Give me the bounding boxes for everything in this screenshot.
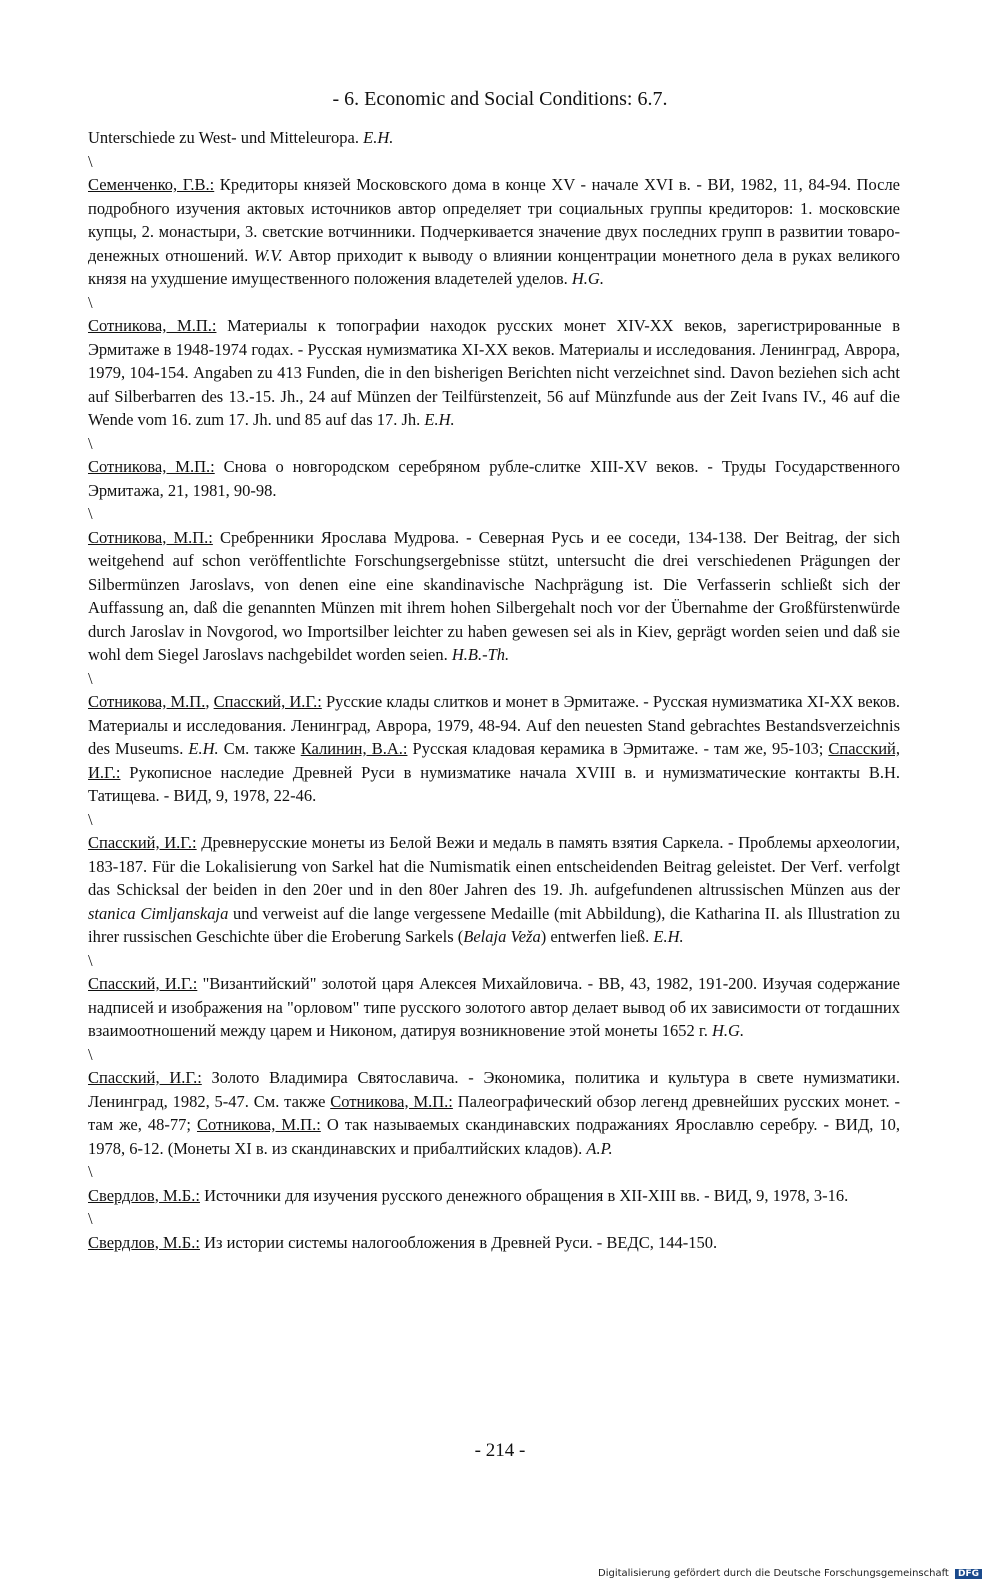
entry-separator: \ — [88, 433, 93, 453]
entry-separator: \ — [88, 292, 93, 312]
entry-text: Материалы к топографии находок русских монет XIV-XX веков, зарегистрированные в Эрмитаже в 1948-1974 годах. - Русская нумизматика XI-XX веков. Материалы и исследования. Ленинград, Аврора, 1979, 104-154. Angaben zu 413 Funden, die in den bisherigen Berichten nicht verzeichnet sind. Davon beziehen sich acht auf Silberbarren des 13.-15. Jh., 24 auf Münzen der Teilfürstenzeit, 56 auf Münzfunde aus der Zeit Ivans IV., 46 auf die Wende vom 16. zum 17. Jh. und 85 auf das 17. Jh. — [88, 316, 900, 429]
reviewer-initials: W.V. — [254, 245, 283, 265]
bibliography-entry — [88, 173, 900, 291]
bibliography-entry — [88, 690, 900, 808]
entry-text: Сребренники Ярослава Мудрова. - Северная Русь и ее соседи, 134-138. Der Beitrag, der sich weitgehend auf schon veröffentlichte Forschungsergebnisse stützt, untersucht die drei verschiedenen Prägungen der Silbermünzen Jaroslavs, von denen eine eine skandinavische Nachprägung ist. Die Verfasserin schließt sich der Auffassung an, daß die genannten Münzen mit ihrem hohen Silbergehalt noch vor der Übernahme der Großfürstenwürde durch Jaroslav in Novgorod, wo Importsilber leichter zu haben gewesen sei als in Kiev, geprägt worden seien und daß sie wohl dem Siegel Jaroslavs nachgebildet worden seien. — [88, 527, 900, 664]
author-name: Сотникова, М.П.: — [88, 457, 215, 476]
reviewer-initials: A.P. — [586, 1138, 613, 1158]
entry-text: und verweist auf die lange vergessene Medaille (mit Abbildung), die Katharina II. als Illustration zu ihrer russischen Geschichte über die Eroberung Sarkels ( — [88, 903, 900, 946]
dfg-logo: DFG — [955, 1569, 982, 1579]
entry-separator: \ — [88, 668, 93, 688]
bibliography-entry — [88, 1231, 900, 1255]
digitization-credit — [598, 1568, 982, 1579]
bibliography-entry — [88, 526, 900, 667]
entry-text: Снова о новгородском серебряном рубле-слитке XIII-XV веков. - Труды Государственного Эрмитажа, 21, 1981, 90-98. — [88, 457, 901, 500]
entry-text: О так называемых скандинавских подражаниях Ярославлю серебру. - ВИД, 10, 1978, 6-12. (Монеты XI в. из скандинавских и прибалтийских кладов). — [88, 1115, 900, 1158]
bibliography-list — [88, 126, 900, 1254]
bibliography-entry — [88, 1184, 900, 1208]
bibliography-entry — [88, 126, 900, 150]
author-name: Сотникова, М.П.: — [196, 1115, 321, 1134]
entry-text: ) entwerfen ließ. — [540, 927, 654, 946]
entry-text: Русская кладовая керамика в Эрмитаже. - там же, 95-103; — [407, 739, 829, 758]
author-name: Калинин, В.А.: — [300, 739, 408, 758]
author-name: Спасский, И.Г.: — [88, 974, 198, 993]
entry-separator: \ — [88, 151, 93, 171]
reviewer-initials: E.H. — [424, 410, 455, 429]
entry-separator: \ — [88, 1209, 93, 1228]
reviewer-initials: Belaja Veža — [463, 927, 541, 946]
entry-text: Источники для изучения русского денежного обращения в XII-XIII вв. - ВИД, 9, 1978, 3-16. — [199, 1185, 849, 1205]
page-header: - 6. Economic and Social Conditions: 6.7. — [332, 88, 668, 110]
entry-text: "Византийский" золотой царя Алексея Михайловича. - ВВ, 43, 1982, 191-200. Изучая содержание надписей и изображения на "орловом" типе русского золотого автор делает вывод об их зависимости от тогдашних взаимоотношений между царем и Никоном, датируя возникновение этой монеты 1652 г. — [88, 974, 900, 1040]
page-number: - 214 - — [474, 1440, 526, 1461]
entry-text: Русские клады слитков и монет в Эрмитаже. - Русская нумизматика XI-XX веков. Материалы и исследования. Ленинград, Аврора, 1979, 48-94. Auf den neuesten Stand gebrachtes Bestandsverzeichnis des Museums. — [88, 692, 900, 758]
reviewer-initials: H.G. — [571, 269, 604, 288]
entry-text: Автор приходит к выводу о влиянии концентрации монетного дела в руках великого князя на ухудшение имущественного положения владетелей уделов. — [88, 245, 901, 288]
reviewer-initials: E.H. — [363, 128, 394, 147]
author-name: Сотникова, М.П.: — [88, 316, 217, 335]
author-name: Сотникова, М.П.: — [88, 527, 213, 547]
entry-text: Unterschiede zu West- und Mitteleuropa. — [88, 128, 364, 147]
bibliography-entry — [88, 831, 900, 949]
reviewer-initials: E.H. — [188, 739, 219, 758]
author-name: Спасский, И.Г.: — [88, 1068, 202, 1087]
entry-text: , — [205, 692, 214, 711]
entry-text: Палеографический обзор легенд древнейших русских монет. - там же, 48-77; — [88, 1091, 901, 1134]
entry-separator: \ — [88, 809, 93, 829]
author-name: Сотникова, М.П. — [88, 692, 206, 711]
entry-text: Из истории системы налогообложения в Древней Руси. - ВЕДС, 144-150. — [199, 1232, 718, 1252]
bibliography-entry — [88, 455, 900, 502]
author-name: Семенченко, Г.В.: — [88, 175, 215, 194]
author-name: Свердлов, М.Б.: — [88, 1232, 200, 1252]
bibliography-entry — [88, 972, 900, 1043]
entry-separator: \ — [88, 1044, 93, 1064]
entry-text: Золото Владимира Святославича. - Экономика, политика и культура в свете нумизматики. Ленинград, 1982, 5-47. См. также — [88, 1068, 900, 1111]
entry-separator: \ — [88, 504, 93, 523]
author-name: Спасский, И.Г.: — [88, 739, 900, 782]
entry-text: Древнерусские монеты из Белой Вежи и медаль в память взятия Саркела. - Проблемы археологии, 183-187. Für die Lokalisierung von Sarkel hat die Numismatik einen entscheidenden Beitrag geleistet. Der Verf. verfolgt das Schicksal der beiden in den 20er und in den 80er Jahren des 19. Jh. aufgefundenen altrussischen Münzen aus der — [88, 833, 900, 899]
reviewer-initials: stanica Cimljanskaja — [88, 903, 229, 923]
bibliography-entry — [88, 314, 900, 432]
reviewer-initials: E.H. — [653, 927, 684, 946]
author-name: Спасский, И.Г.: — [88, 833, 197, 852]
entry-text: Кредиторы князей Московского дома в конце XV - начале XVI в. - ВИ, 1982, 11, 84-94. После подробного изучения актовых источников автор определяет три социальных группы кредиторов: 1. московские купцы, 2. монастыри, 3. светские вотчинники. Подчеркивается значение двух последних групп в развитии товаро-денежных отношений. — [88, 175, 901, 265]
bibliography-entry — [88, 1066, 900, 1160]
author-name: Свердлов, М.Б.: — [88, 1185, 200, 1205]
credit-text: Digitalisierung gefördert durch die Deutsche Forschungsgemeinschaft — [598, 1568, 949, 1579]
entry-text: См. также — [218, 739, 301, 758]
entry-separator: \ — [88, 1162, 93, 1181]
reviewer-initials: H.G. — [712, 1021, 745, 1040]
author-name: Спасский, И.Г.: — [213, 692, 322, 711]
author-name: Сотникова, М.П.: — [330, 1091, 453, 1111]
entry-separator: \ — [88, 950, 93, 970]
reviewer-initials: H.B.-Th. — [451, 645, 510, 664]
entry-text: Рукописное наследие Древней Руси в нумизматике начала XVIII в. и нумизматические контакты В.Н. Татищева. - ВИД, 9, 1978, 22-46. — [88, 762, 900, 805]
